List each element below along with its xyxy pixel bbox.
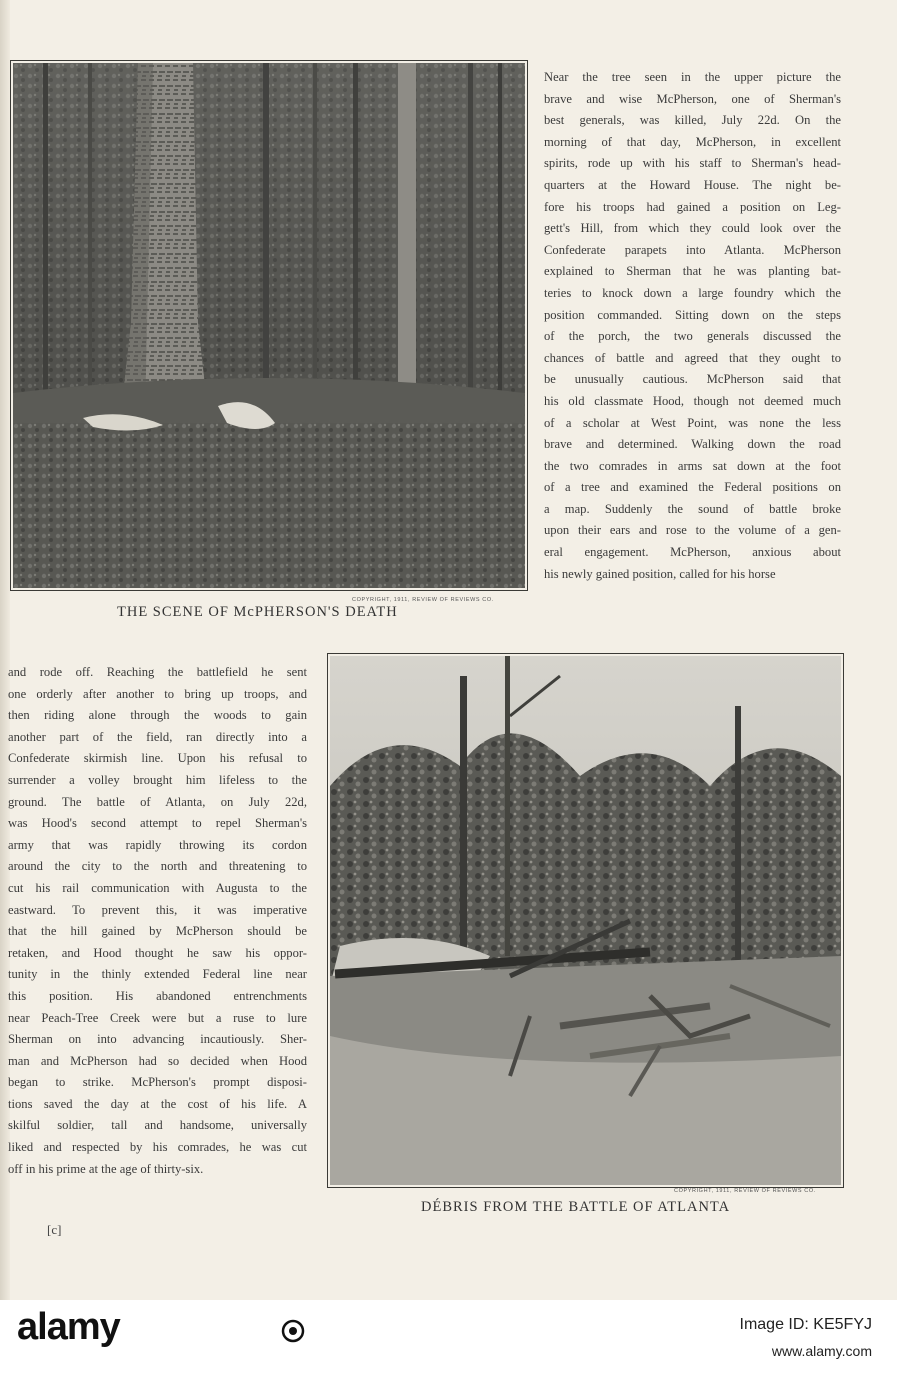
- photo-battle-debris: [327, 653, 844, 1188]
- image-id-label: Image ID: KE5FYJ: [739, 1316, 872, 1333]
- text-column-left-line: ground. The battle of Atlanta, on July 22d,: [8, 794, 307, 809]
- text-column-right-line: of a tree and examined the Federal positions on: [544, 480, 841, 495]
- text-column-right-line: his newly gained position, called for his horse: [544, 566, 776, 581]
- text-column-left-line: Sherman on into advancing incautiously. Sher-: [8, 1032, 307, 1047]
- page-folio: [c]: [47, 1222, 62, 1237]
- text-column-right-line: Confederate parapets into Atlanta. McPherson: [544, 242, 841, 257]
- debris-photo-illustration: [330, 656, 841, 1185]
- text-column-left-line: liked and respected by his comrades, he was cut: [8, 1140, 307, 1155]
- text-column-right-line: a map. Suddenly the sound of battle broke: [544, 501, 841, 516]
- forest-photo-illustration: [13, 63, 525, 588]
- text-column-right-line: position commanded. Sitting down on the steps: [544, 307, 841, 322]
- text-column-right-line: fore his troops had gained a position on Leg-: [544, 199, 841, 214]
- text-column-left-line: cut his rail communication with Augusta to the: [8, 880, 307, 895]
- text-column-left-line: was Hood's second attempt to repel Sherman's: [8, 816, 307, 831]
- text-column-right-line: upon their ears and rose to the volume of a gen-: [544, 523, 841, 538]
- text-column-left-line: another part of the field, ran directly into a: [8, 729, 307, 744]
- text-column-left-line: surrender a volley brought him lifeless to the: [8, 772, 307, 787]
- text-column-left-line: tunity in the thinly extended Federal line near: [8, 967, 307, 982]
- photo-mcpherson-death-scene: [10, 60, 528, 591]
- text-column-right-line: of a scholar at West Point, was none the less: [544, 415, 841, 430]
- text-column-left-line: near Peach-Tree Creek were but a ruse to lure: [8, 1010, 307, 1025]
- text-column-right-line: brave and determined. Walking down the road: [544, 437, 841, 452]
- text-column-left-line: began to strike. McPherson's prompt disposi-: [8, 1075, 307, 1090]
- text-column-right-line: best generals, was killed, July 22d. On the: [544, 113, 841, 128]
- text-column-right-line: be unusually cautious. McPherson said that: [544, 372, 841, 387]
- text-column-left-line: eastward. To prevent this, it was imperative: [8, 902, 307, 917]
- text-column-left-line: that the hill gained by McPherson should be: [8, 924, 307, 939]
- text-column-right-line: teries to knock down a large foundry which the: [544, 285, 841, 300]
- copyright-notice-bottom: COPYRIGHT, 1911, REVIEW OF REVIEWS CO.: [674, 1188, 816, 1194]
- text-column-left: [8, 662, 307, 1180]
- text-column-right-line: the two comrades in arms sat down at the foot: [544, 458, 841, 473]
- text-column-left-line: army that was rapidly throwing its cordon: [8, 837, 307, 852]
- text-column-left-line: this position. His abandoned entrenchments: [8, 988, 307, 1003]
- text-column-right-line: explained to Sherman that he was planting bat-: [544, 264, 841, 279]
- text-column-right-line: Near the tree seen in the upper picture the: [544, 70, 841, 84]
- text-column-left-line: one orderly after another to bring up troops, and: [8, 686, 307, 701]
- text-column-right-line: spirits, rode up with his staff to Sherman's head-: [544, 156, 841, 171]
- text-column-left-line: Confederate skirmish line. Upon his refusal to: [8, 751, 307, 766]
- text-column-left-line: around the city to the north and threatening to: [8, 859, 307, 874]
- text-column-left-line: off in his prime at the age of thirty-six.: [8, 1161, 204, 1176]
- text-column-right: [544, 67, 841, 585]
- text-column-right-line: eral engagement. McPherson, anxious about: [544, 545, 841, 560]
- text-column-left-line: and rode off. Reaching the battlefield he sent: [8, 665, 307, 679]
- text-column-left-line: then riding alone through the woods to gain: [8, 708, 307, 723]
- text-column-right-line: quarters at the Howard House. The night be-: [544, 177, 841, 192]
- text-column-left-line: tions saved the day at the cost of his life. A: [8, 1096, 307, 1111]
- text-column-right-line: brave and wise McPherson, one of Sherman's: [544, 91, 841, 106]
- text-column-right-line: chances of battle and agreed that they ought to: [544, 350, 841, 365]
- text-column-right-line: of the porch, the two generals discussed the: [544, 329, 841, 344]
- site-url-label: www.alamy.com: [771, 1343, 872, 1359]
- text-column-left-line: skilful soldier, tall and handsome, universally: [8, 1118, 307, 1133]
- copyright-notice-top: COPYRIGHT, 1911, REVIEW OF REVIEWS CO.: [352, 597, 494, 603]
- brand-logo: alamy: [17, 1306, 120, 1348]
- text-column-left-line: man and McPherson had so decided when Hood: [8, 1053, 307, 1068]
- text-column-right-line: his old classmate Hood, though not deemed much: [544, 393, 841, 408]
- text-column-right-line: gett's Hill, from which they could look over the: [544, 221, 841, 236]
- caption-bottom-photo: DÉBRIS FROM THE BATTLE OF ATLANTA: [421, 1199, 731, 1215]
- text-column-left-line: retaken, and Hood thought he saw his oppor-: [8, 945, 307, 960]
- caption-top-photo: THE SCENE OF McPHERSON'S DEATH: [117, 604, 398, 620]
- text-column-right-line: morning of that day, McPherson, in excellent: [544, 134, 841, 149]
- brand-mark-icon: [280, 1318, 306, 1344]
- stock-footer: [0, 1300, 897, 1390]
